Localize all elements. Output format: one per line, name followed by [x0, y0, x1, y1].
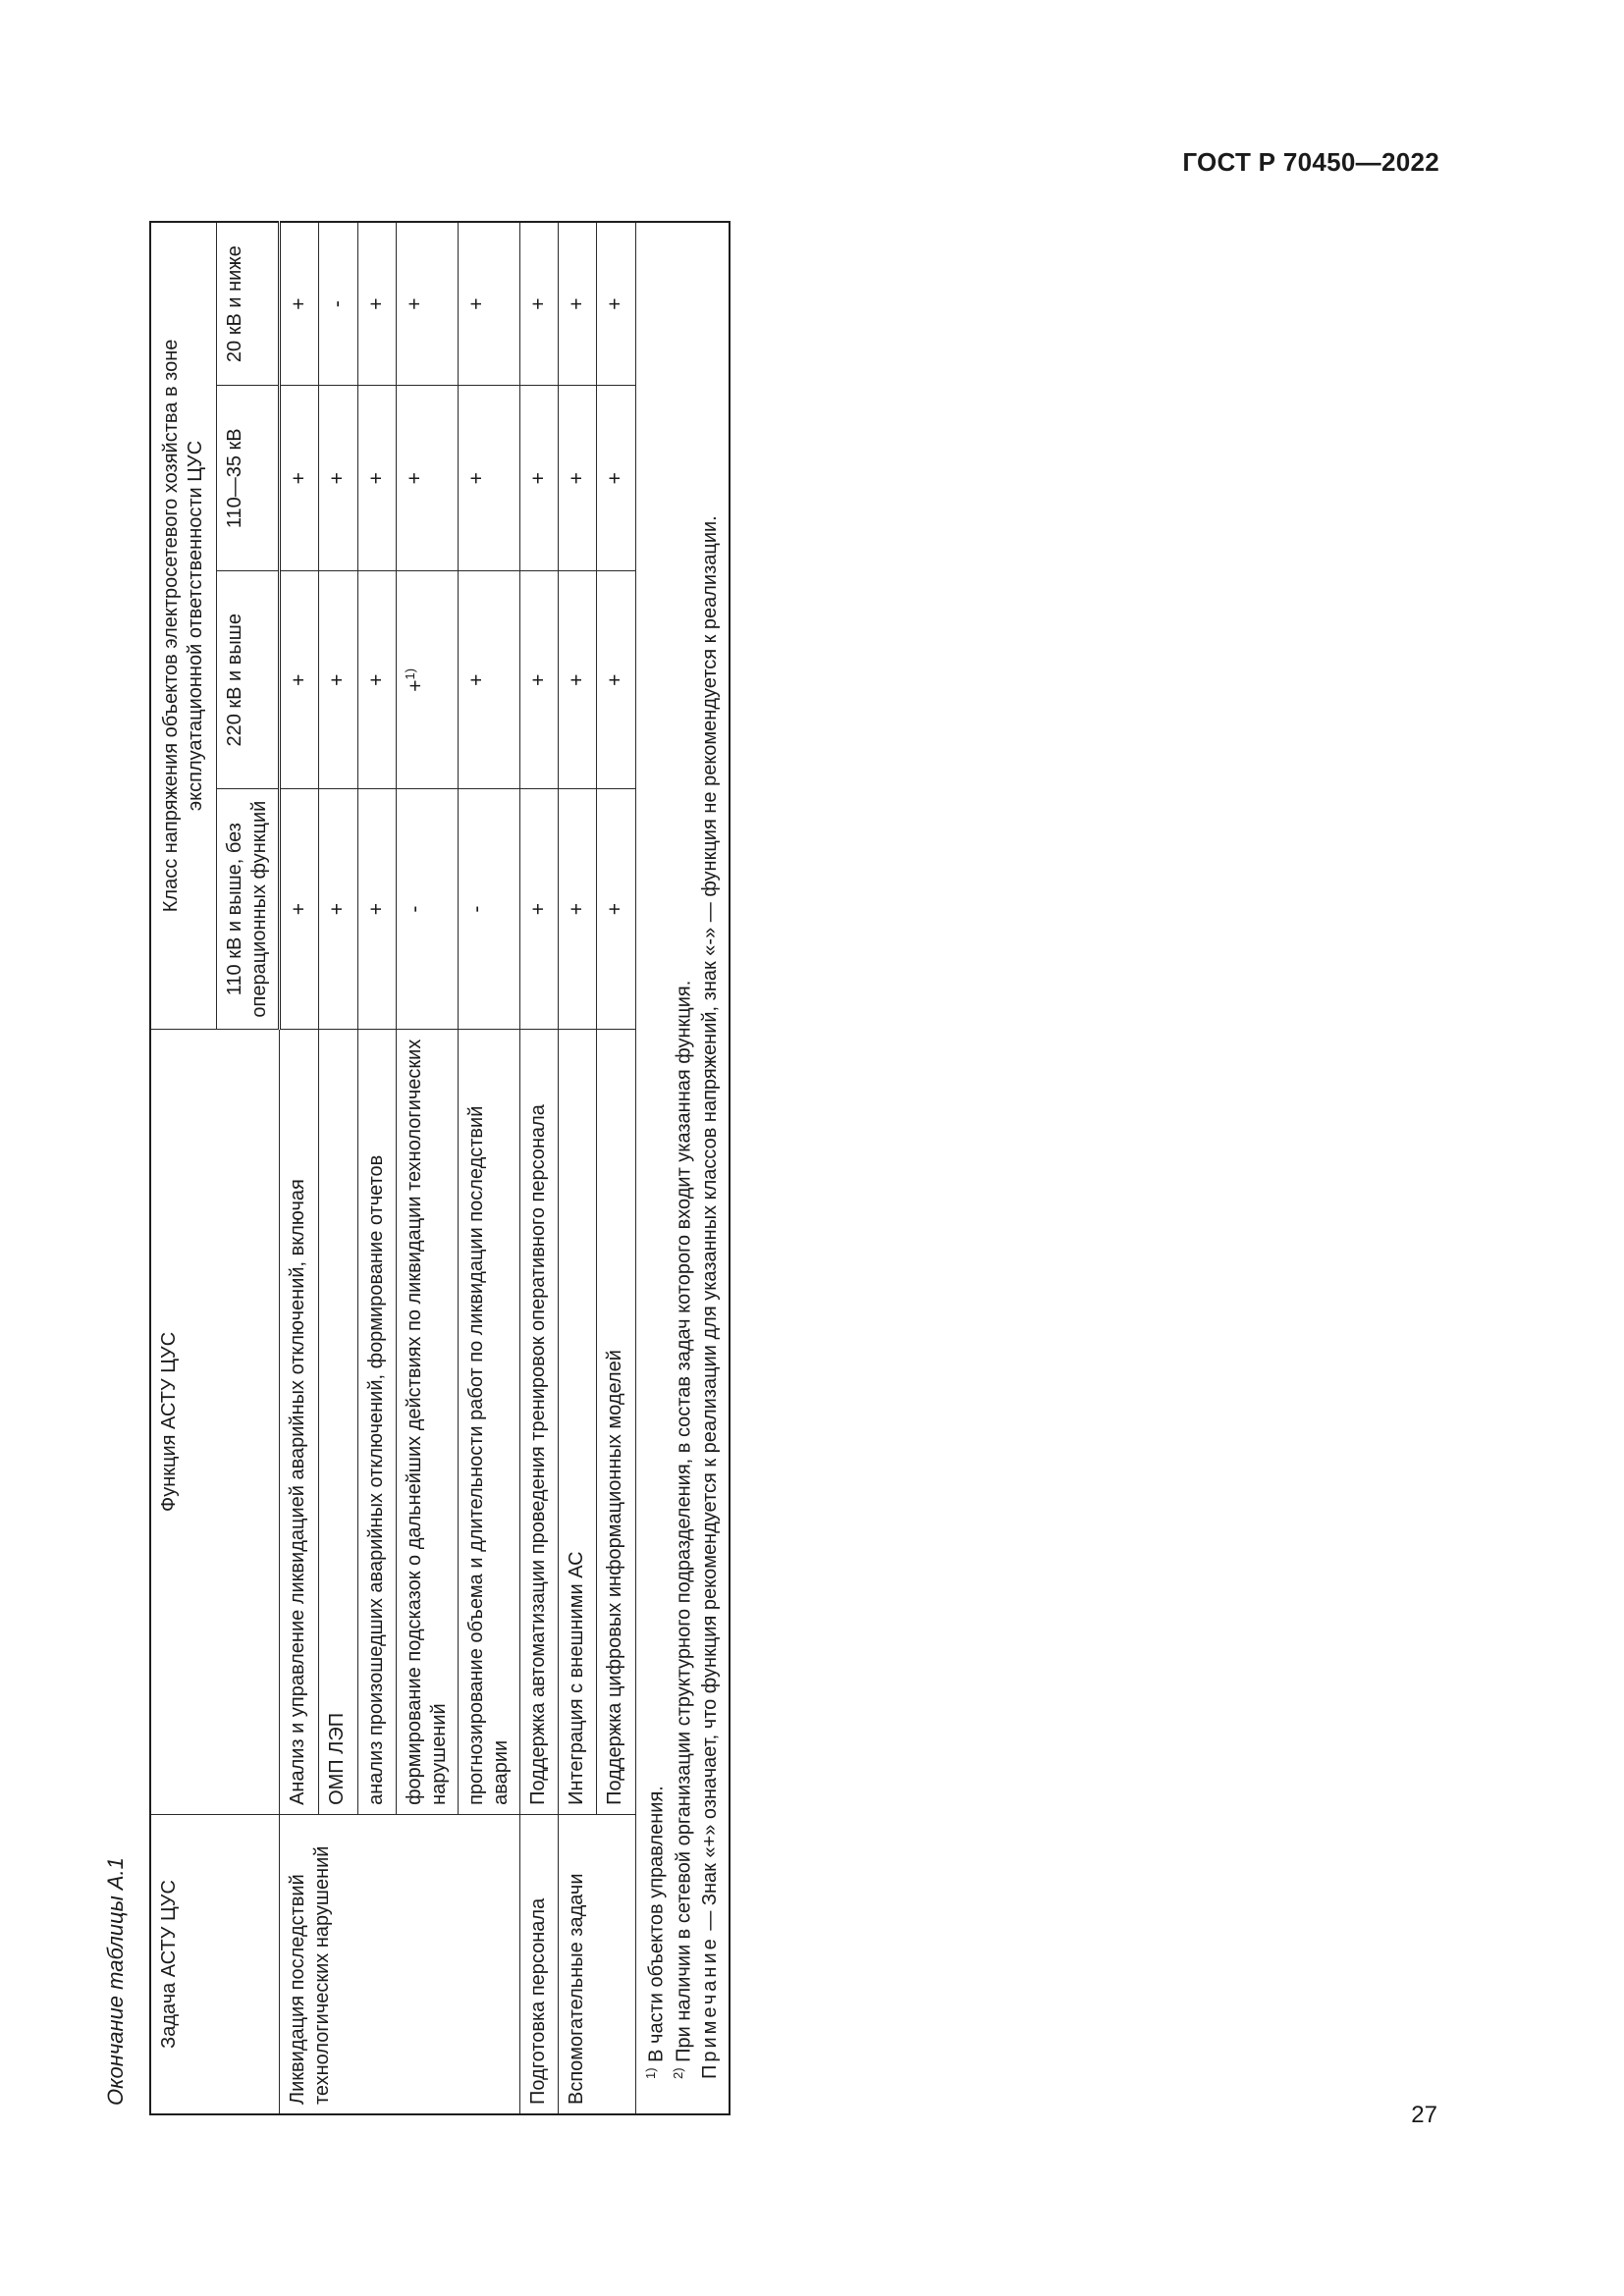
value-cell: + — [357, 386, 396, 571]
functions-table — [149, 221, 731, 2115]
value-cell: + — [597, 789, 635, 1029]
value-cell — [396, 571, 458, 789]
value-cell: + — [559, 222, 597, 386]
value-cell: + — [319, 386, 357, 571]
footnote-ref: 1) — [402, 667, 417, 680]
value-cell: + — [458, 222, 519, 386]
notes-row — [635, 222, 730, 2114]
value-cell: + — [519, 386, 558, 571]
value-cell: + — [519, 571, 558, 789]
function-cell: прогнозирование объема и длительности работ по ликвидации последствий аварии — [458, 1029, 519, 1814]
table-caption: Окончание таблицы А.1 — [103, 1857, 128, 2106]
value-cell: - — [319, 222, 357, 386]
value-cell: + — [597, 222, 635, 386]
footnote-2 — [670, 232, 697, 2105]
function-cell: анализ произошедших аварийных отключений, формирование отчетов — [357, 1029, 396, 1814]
rotated-table-area — [98, 221, 972, 2115]
value-cell: + — [458, 571, 519, 789]
value-cell: + — [357, 789, 396, 1029]
table-row — [559, 222, 597, 2114]
table-row — [519, 222, 558, 2114]
function-cell: Анализ и управление ликвидацией аварийных отключений, включая — [280, 1029, 319, 1814]
footnote-text: При наличии в сетевой организации структурного подразделения, в состав задач которого входит указанная функция. — [673, 980, 695, 2062]
value-cell: + — [396, 222, 458, 386]
value-cell: + — [319, 571, 357, 789]
header-col-220: 220 кВ и выше — [217, 571, 280, 789]
value-cell: + — [559, 386, 597, 571]
header-col-20: 20 кВ и ниже — [217, 222, 280, 386]
header-col-110-35: 110—35 кВ — [217, 386, 280, 571]
note — [697, 232, 723, 2105]
note-label: Примечание — [698, 1936, 721, 2079]
value-cell: + — [519, 789, 558, 1029]
function-cell: формирование подсказок о дальнейших действиях по ликвидации технологических нарушений — [396, 1029, 458, 1814]
value-cell: - — [458, 789, 519, 1029]
value-cell: + — [280, 222, 319, 386]
value-cell: + — [357, 222, 396, 386]
header-function: Функция АСТУ ЦУС — [150, 1029, 280, 1814]
function-cell: ОМП ЛЭП — [319, 1029, 357, 1814]
value-cell: + — [559, 571, 597, 789]
footnote-text: В части объектов управления. — [645, 1786, 668, 2062]
header-col-110-no-op: 110 кВ и выше, без операционных функций — [217, 789, 280, 1029]
value-cell: + — [396, 386, 458, 571]
value-cell: + — [458, 386, 519, 571]
value-text: + — [404, 679, 427, 692]
header-row-1 — [150, 222, 217, 2114]
header-task: Задача АСТУ ЦУС — [150, 1814, 280, 2114]
task-cell: Подготовка персонала — [519, 1814, 558, 2114]
task-cell: Ликвидация последствий технологических нарушений — [280, 1814, 520, 2114]
function-cell: Интеграция с внешними АС — [559, 1029, 597, 1814]
value-cell: + — [519, 222, 558, 386]
value-cell: + — [357, 571, 396, 789]
value-cell: + — [597, 386, 635, 571]
footnote-mark: 1) — [642, 2067, 658, 2079]
value-cell: - — [396, 789, 458, 1029]
value-cell: + — [559, 789, 597, 1029]
header-voltage-class: Класс напряжения объектов электросетевого хозяйства в зоне эксплуатационной ответственности ЦУС — [150, 222, 217, 1029]
value-cell: + — [280, 789, 319, 1029]
value-cell: + — [280, 571, 319, 789]
function-cell: Поддержка автоматизации проведения тренировок оперативного персонала — [519, 1029, 558, 1814]
note-text: — Знак «+» означает, что функция рекомендуется к реализации для указанных классов напряжений, знак «-» — функция не рекомендуется к реализации. — [698, 515, 721, 1931]
function-cell: Поддержка цифровых информационных моделей — [597, 1029, 635, 1814]
task-cell: Вспомогательные задачи — [559, 1814, 636, 2114]
table-row — [280, 222, 319, 2114]
footnote-mark: 2) — [670, 2067, 685, 2079]
value-cell: + — [597, 571, 635, 789]
standard-header: ГОСТ Р 70450—2022 — [1182, 147, 1439, 177]
value-cell: + — [319, 789, 357, 1029]
page-number: 27 — [1411, 2102, 1437, 2128]
value-cell: + — [280, 386, 319, 571]
notes-cell — [635, 222, 730, 2114]
footnote-1 — [642, 232, 670, 2105]
